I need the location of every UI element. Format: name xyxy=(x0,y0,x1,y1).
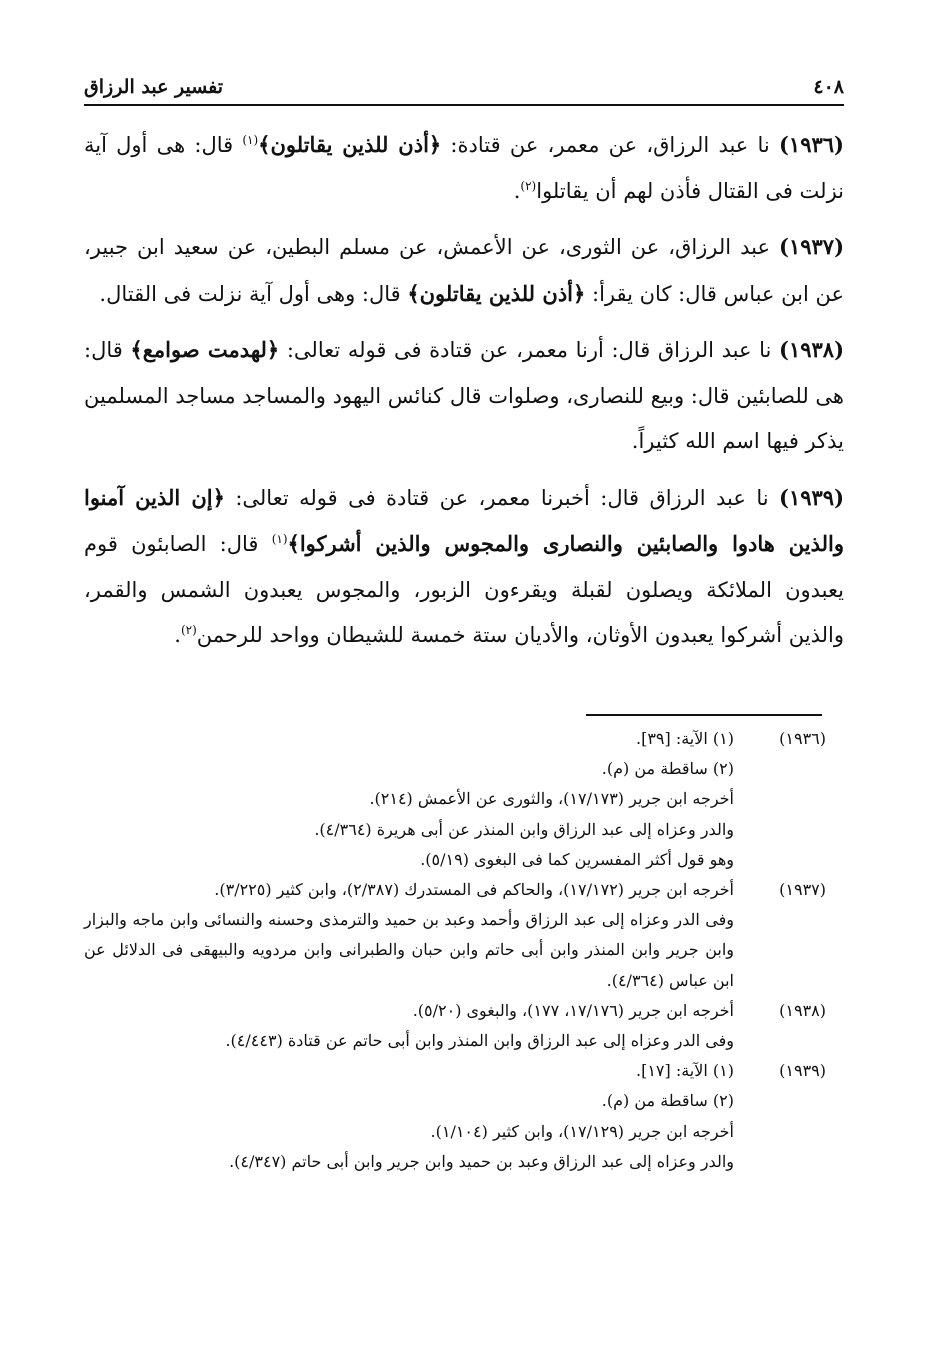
paragraph-1936: (١٩٣٦) نا عبد الرزاق، عن معمر، عن قتادة: ﴿أذن للذين يقاتلون﴾$^{(١)}$ قال: هى أول آية نزلت فى القتال فأذن لهم أن يقاتلوا$^{(٢)}$. xyxy=(84,132,844,203)
footnote-ref[interactable]: (٢) xyxy=(180,623,197,637)
footnote-text: أخرجه ابن جرير (١٧/١٧٣)، والثورى عن الأعمش (٢١٤). xyxy=(369,789,734,809)
footnote-text: (١) الآية: [٣٩]. xyxy=(635,729,734,748)
footnote-text: أخرجه ابن جرير (١٧/١٢٩)، وابن كثير (١/١٠٤). xyxy=(430,1121,734,1141)
footnote-line xyxy=(84,996,826,1026)
footnote-ref[interactable]: (١) xyxy=(242,133,259,147)
narration-number: (١٩٣٨) xyxy=(779,337,844,362)
footnote-text: وفى الدر وعزاه إلى عبد الرزاق وأحمد وعبد بن حميد والترمذى وحسنه والنسائى وابن ماجه والبزار وابن جرير وابن المنذر وابن أبى حاتم وابن حبان والطبرانى وابن مردويه والبيهقى فى الدلائل عن ابن عباس (٤/٣٦٤). xyxy=(84,910,734,990)
footnote-line xyxy=(84,724,826,754)
footnote-label xyxy=(734,1147,826,1177)
book-title: تفسير عبد الرزاق xyxy=(84,76,224,98)
footnote-text: وهو قول أكثر المفسرين كما فى البغوى (٥/١٩). xyxy=(420,849,734,869)
paragraph-1937: (١٩٣٧) عبد الرزاق، عن الثورى، عن الأعمش، عن مسلم البطين، عن سعيد ابن جبير، عن ابن عباس قال: كان يقرأ: ﴿أذن للذين يقاتلون﴾ قال: وهى أول آية نزلت فى القتال. xyxy=(84,234,844,306)
footnote-label: (١٩٣٧) xyxy=(779,880,826,900)
footnote-label xyxy=(734,905,826,996)
paragraph-1939: (١٩٣٩) نا عبد الرزاق قال: أخبرنا معمر، عن قتادة فى قوله تعالى: ﴿إن الذين آمنوا والذين هادوا والصابئين والنصارى والمجوس والذين أشركوا﴾$^{(١)}$ قال: الصابئون قوم يعبدون الملائكة ويصلون لقبلة ويقرءون الزبور، والمجوس يعبدون الشمس والقمر، والذين أشركوا يعبدون الأوثان، والأديان ستة خمسة للشيطان وواحد للرحمن$^{(٢)}$. xyxy=(84,484,845,647)
footnote-label xyxy=(734,754,826,784)
footnote-text: (٢) ساقطة من (م). xyxy=(601,759,734,779)
footnote-text: والدر وعزاه إلى عبد الرزاق وعبد بن حميد وابن جرير وابن أبى حاتم (٤/٣٤٧). xyxy=(229,1151,734,1171)
footnote-label xyxy=(734,1086,826,1116)
page-number: ٤٠٨ xyxy=(813,76,844,98)
footnote-line xyxy=(84,1147,826,1177)
footnote-line xyxy=(84,754,826,784)
footnote-line xyxy=(84,905,826,996)
paragraph-1938: (١٩٣٨) نا عبد الرزاق قال: أرنا معمر، عن قتادة فى قوله تعالى: ﴿لهدمت صوامع﴾ قال: هى للصابئين قال: وبيع للنصارى، وصلوات قال كنائس اليهود والمساجد مساجد المسلمين يذكر فيها اسم الله كثيراً. xyxy=(84,337,844,453)
footnote-text: (١) الآية: [١٧]. xyxy=(635,1061,734,1081)
footnote-line xyxy=(84,784,826,814)
footnotes xyxy=(84,724,826,1177)
footnote-line xyxy=(84,815,826,845)
footnote-line xyxy=(84,845,826,875)
footnote-line xyxy=(84,1026,826,1056)
footnote-label xyxy=(734,1026,826,1056)
footnote-text: (٢) ساقطة من (م). xyxy=(601,1091,734,1111)
footnote-text: أخرجه ابن جرير (١٧/١٧٦، ١٧٧)، والبغوى (٥/٢٠). xyxy=(412,1000,734,1020)
footnote-label xyxy=(734,845,826,875)
main-text xyxy=(84,122,844,669)
footnote-label xyxy=(734,1117,826,1147)
footnote-label: (١٩٣٩) xyxy=(779,1061,826,1081)
footnote-text: أخرجه ابن جرير (١٧/١٧٢)، والحاكم فى المستدرك (٢/٣٨٧)، وابن كثير (٣/٢٢٥). xyxy=(214,880,734,900)
footnote-separator xyxy=(586,714,822,716)
footnote-label: (١٩٣٨) xyxy=(779,1000,826,1020)
narration-number: (١٩٣٧) xyxy=(779,234,844,259)
footnote-ref[interactable]: (١) xyxy=(271,532,288,546)
narration-number: (١٩٣٦) xyxy=(778,132,844,157)
footnote-text: وفى الدر وعزاه إلى عبد الرزاق وابن المنذر وابن أبى حاتم عن قتادة (٤/٤٤٣). xyxy=(225,1031,734,1051)
quran-quote: ﴿لهدمت صوامع﴾ xyxy=(130,337,280,362)
quran-quote: ﴿أذن للذين يقاتلون﴾ xyxy=(407,280,586,306)
page-header xyxy=(84,70,844,106)
footnote-line xyxy=(84,875,826,905)
footnote-ref[interactable]: (٢) xyxy=(520,178,537,193)
footnote-label: (١٩٣٦) xyxy=(779,729,826,748)
footnote-line xyxy=(84,1117,826,1147)
footnote-label xyxy=(734,815,826,845)
quran-quote: ﴿إن الذين آمنوا والذين هادوا والصابئين والنصارى والمجوس والذين أشركوا﴾ xyxy=(84,484,844,556)
footnote-text: والدر وعزاه إلى عبد الرزاق وابن المنذر عن أبى هريرة (٤/٣٦٤). xyxy=(314,819,734,839)
narration-number: (١٩٣٩) xyxy=(779,484,845,510)
footnote-line xyxy=(84,1056,826,1086)
footnote-line xyxy=(84,1086,826,1116)
quran-quote: ﴿أذن للذين يقاتلون﴾ xyxy=(258,132,442,157)
footnote-label xyxy=(734,784,826,814)
